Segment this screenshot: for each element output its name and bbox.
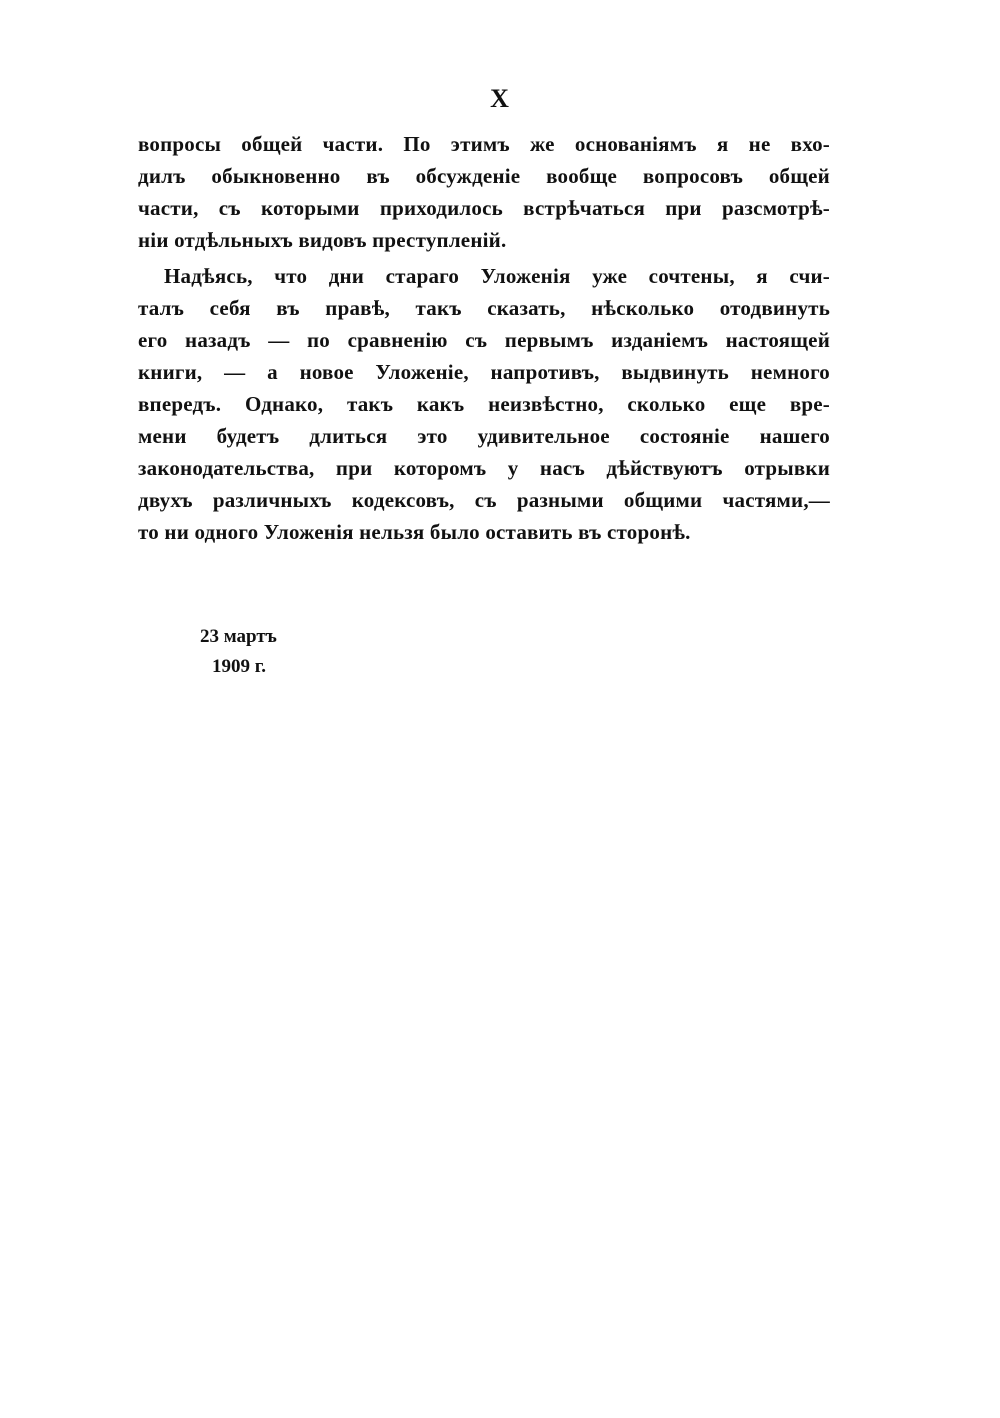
- text-line: двухъ различныхъ кодексовъ, съ разными общими частями,—: [138, 488, 830, 512]
- text-line: то ни одного Уложенiя нельзя было оставить въ сторонѣ.: [138, 520, 691, 544]
- date-day-month: 23 мартъ: [200, 626, 277, 647]
- text-line: законодательства, при которомъ у насъ дѣйствуютъ отрывки: [138, 456, 830, 480]
- text-line: талъ себя въ правѣ, такъ сказать, нѣсколько отодвинуть: [138, 296, 830, 320]
- text-line: книги, — а новое Уложенiе, напротивъ, выдвинуть немного: [138, 360, 830, 384]
- body-text: [138, 128, 830, 548]
- text-line: вопросы общей части. По этимъ же основанiямъ я не вхо-: [138, 132, 830, 156]
- page-number: X: [490, 84, 510, 113]
- text-line: его назадъ — по сравненiю съ первымъ изданiемъ настоящей: [138, 328, 830, 352]
- paragraph-1: [138, 128, 830, 256]
- text-line: впередъ. Однако, такъ какъ неизвѣстно, сколько еще вре-: [138, 392, 830, 416]
- dateline: [200, 622, 277, 682]
- text-line: мени будетъ длиться это удивительное состоянiе нашего: [138, 424, 830, 448]
- text-line: нiи отдѣльныхъ видовъ преступленiй.: [138, 228, 507, 252]
- date-year: 1909 г.: [212, 656, 266, 677]
- text-line: дилъ обыкновенно въ обсужденiе вообще вопросовъ общей: [138, 164, 830, 188]
- text-line: Надѣясь, что дни стараго Уложенiя уже сочтены, я счи-: [164, 264, 830, 288]
- paragraph-2: [138, 260, 830, 548]
- text-line: части, съ которыми приходилось встрѣчаться при разсмотрѣ-: [138, 196, 830, 220]
